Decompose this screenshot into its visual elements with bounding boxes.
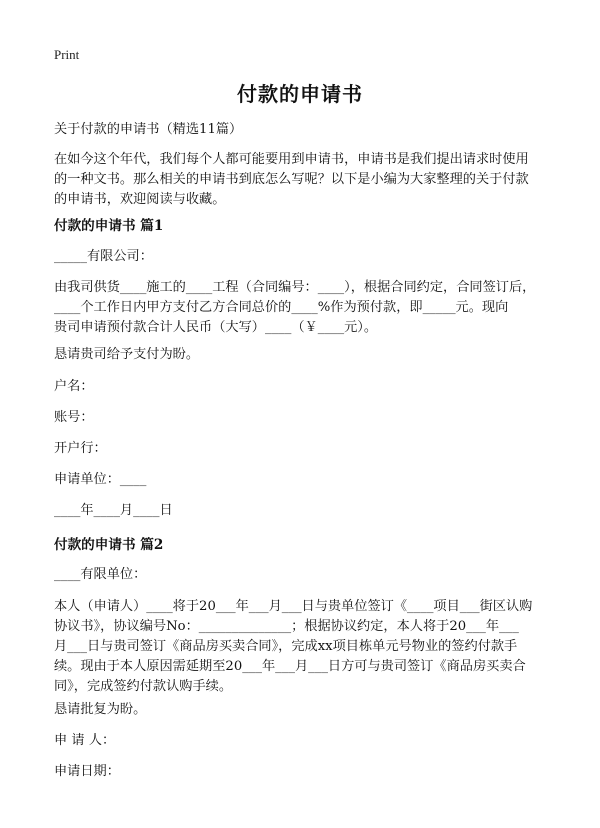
intro-line: 在如今这个年代，我们每个人都可能要用到申请书，申请书是我们提出请求时使用 — [54, 152, 529, 167]
section2-addressee: ____有限单位： — [54, 567, 147, 582]
subtitle: 关于付款的申请书（精选11篇） — [54, 122, 243, 137]
section1-bank: 开户行： — [54, 441, 107, 456]
section2-request: 恳请批复为盼。 — [54, 702, 147, 717]
section2-applicant: 申 请 人： — [54, 733, 116, 748]
section1-body-line: 贵司申请预付款合计人民币（大写）____（￥____元）。 — [54, 320, 378, 335]
section1-request: 恳请贵司给予支付为盼。 — [54, 347, 200, 362]
print-link[interactable]: Print — [54, 47, 80, 62]
section1-account-no: 账号： — [54, 410, 94, 425]
section2-body-line: 同》，完成签约付款认购手续。 — [54, 679, 233, 694]
section1-heading: 付款的申请书 篇1 — [54, 218, 164, 234]
section1-body — [54, 278, 554, 338]
section2-body — [54, 597, 554, 697]
section2-body-line: 续。现由于本人原因需延期至20___年___月___日方可与贵司签订《商品房买卖合 — [54, 659, 526, 674]
section2-body-line: 月___日与贵司签订《商品房买卖合同》，完成xx项目栋单元号物业的签约付款手 — [54, 639, 518, 654]
section1-body-line: ____个工作日内甲方支付乙方合同总价的____%作为预付款，即_____元。现向 — [54, 300, 509, 315]
intro-line: 的申请书，欢迎阅读与收藏。 — [54, 192, 226, 207]
section1-applicant-unit: 申请单位：____ — [54, 472, 147, 487]
section1-date: ____年____月____日 — [54, 503, 173, 518]
section2-body-line: 协议书》，协议编号No：______________；根据协议约定，本人将于20___年___ — [54, 619, 519, 634]
intro-paragraph — [54, 150, 554, 210]
section2-apply-date: 申请日期： — [54, 764, 120, 779]
section2-body-line: 本人（申请人）____将于20___年___月___日与贵单位签订《____项目___街区认购 — [54, 599, 533, 614]
section1-account-name: 户名： — [54, 379, 94, 394]
section1-addressee: _____有限公司： — [54, 249, 153, 264]
section1-body-line: 由我司供货____施工的____工程（合同编号：____），根据合同约定，合同签订后， — [54, 280, 536, 295]
page-title: 付款的申请书 — [237, 82, 363, 106]
intro-line: 的一种文书。那么相关的申请书到底怎么写呢？以下是小编为大家整理的关于付款 — [54, 172, 529, 187]
section2-heading: 付款的申请书 篇2 — [54, 537, 164, 553]
